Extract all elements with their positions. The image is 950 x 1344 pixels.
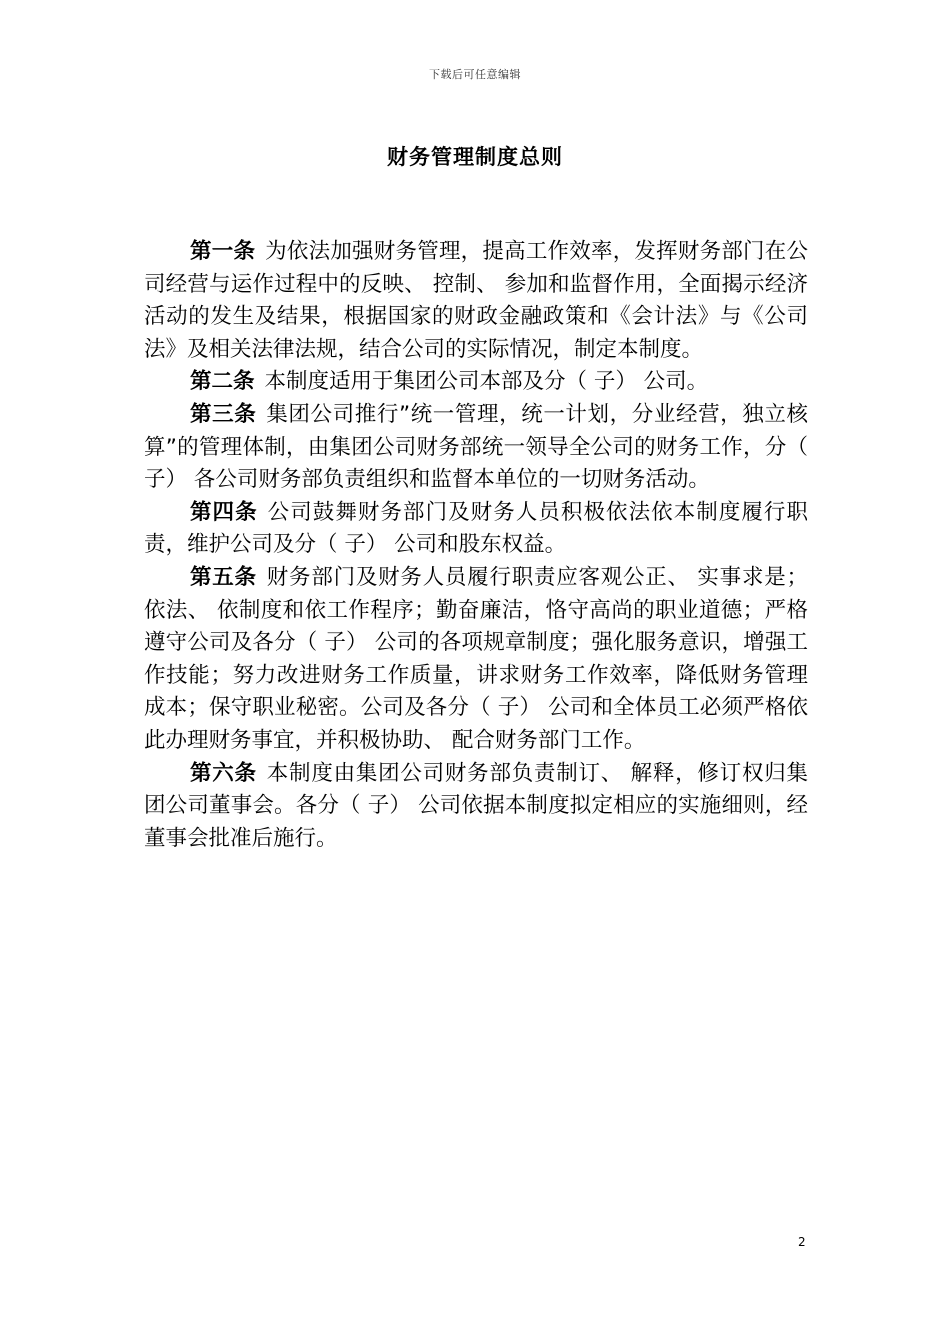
article-label: 第二条 <box>190 369 255 395</box>
article-1 <box>144 236 808 366</box>
article-text: 公司鼓舞财务部门及财务人员积极依法依本制度履行职责，维护公司及分（ 子） 公司和股东权益。 <box>144 499 808 558</box>
article-text: 财务部门及财务人员履行职责应客观公正、 实事求是；依法、 依制度和依工作程序；勤奋廉洁，恪守高尚的职业道德；严格遵守公司及各分（ 子） 公司的各项规章制度；强化服务意识，增强工作技能；努力改进财务工作质量，讲求财务工作效率，降低财务管理成本；保守职业秘密。公司及各分（ 子） 公司和全体员工必须严格依此办理财务事宜，并积极协助、 配合财务部门工作。 <box>144 564 808 753</box>
article-text: 为依法加强财务管理，提高工作效率，发挥财务部门在公司经营与运作过程中的反映、 控制、 参加和监督作用，全面揭示经济活动的发生及结果，根据国家的财政金融政策和《会计法》与《公司法》及相关法律法规，结合公司的实际情况，制定本制度。 <box>144 239 808 362</box>
article-label: 第三条 <box>190 401 257 427</box>
article-text: 集团公司推行”统一管理，统一计划，分业经营，独立核算”的管理体制，由集团公司财务部统一领导全公司的财务工作，分（ 子） 各公司财务部负责组织和监督本单位的一切财务活动。 <box>144 401 808 493</box>
article-label: 第一条 <box>190 239 256 264</box>
article-6 <box>144 758 808 856</box>
article-label: 第四条 <box>190 499 258 525</box>
article-label: 第六条 <box>190 760 257 786</box>
article-2 <box>144 366 808 399</box>
page-number: 2 <box>798 1235 806 1249</box>
article-label: 第五条 <box>190 564 257 590</box>
article-5 <box>144 562 808 758</box>
article-4 <box>144 497 808 562</box>
document-title: 财务管理制度总则 <box>387 145 563 169</box>
article-3 <box>144 399 808 497</box>
header-note: 下载后可任意编辑 <box>429 68 521 81</box>
document-body <box>144 236 808 855</box>
article-text: 本制度由集团公司财务部负责制订、 解释，修订权归集团公司董事会。各分（ 子） 公司依据本制度拟定相应的实施细则，经董事会批准后施行。 <box>144 760 808 851</box>
article-text: 本制度适用于集团公司本部及分（ 子） 公司。 <box>264 369 709 395</box>
